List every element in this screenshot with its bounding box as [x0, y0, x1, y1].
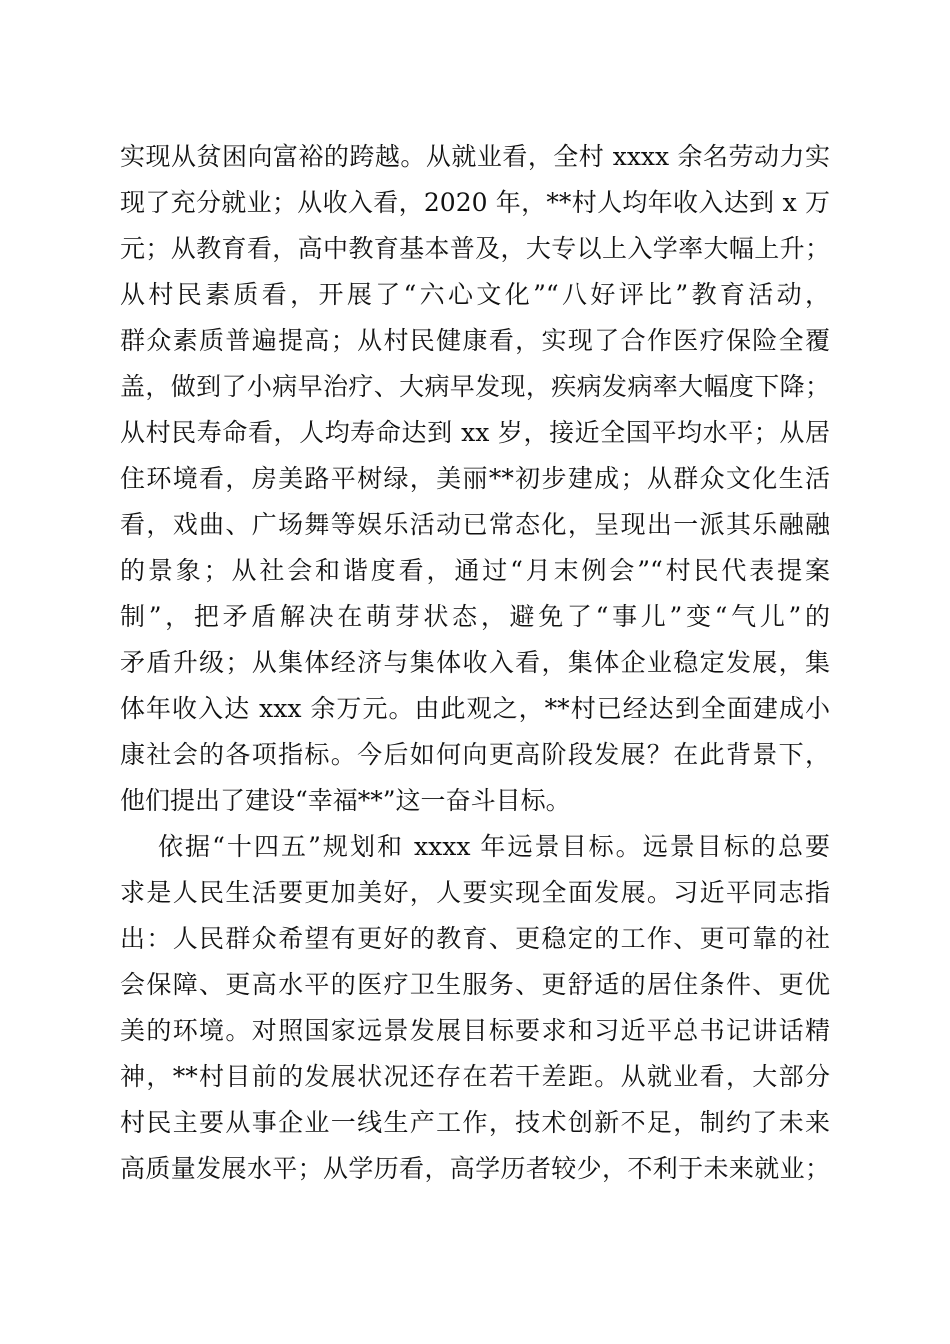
text-line-3: 元；从教育看，高中教育基本普及，大专以上入学率大幅上升；: [120, 234, 830, 263]
text-line-21: 神，**村目前的发展状况还存在若干差距。从就业看，大部分: [120, 1062, 830, 1091]
text-line-9: 看，戏曲、广场舞等娱乐活动已常态化，呈现出一派其乐融融: [120, 510, 830, 539]
text-line-1: 实现从贫困向富裕的跨越。从就业看，全村 xxxx 余名劳动力实: [120, 142, 830, 171]
text-line-4: 从村民素质看，开展了“六心文化”“八好评比”教育活动，: [120, 280, 830, 309]
text-line-17: 求是人民生活要更加美好，人要实现全面发展。习近平同志指: [120, 878, 830, 907]
text-line-23: 高质量发展水平；从学历看，高学历者较少，不利于未来就业；: [120, 1154, 830, 1183]
text-line-16: 依据“十四五”规划和 xxxx 年远景目标。远景目标的总要: [158, 832, 830, 861]
text-line-5: 群众素质普遍提高；从村民健康看，实现了合作医疗保险全覆: [120, 326, 830, 355]
text-line-20: 美的环境。对照国家远景发展目标要求和习近平总书记讲话精: [120, 1016, 830, 1045]
text-line-10: 的景象；从社会和谐度看，通过“月末例会”“村民代表提案: [120, 556, 830, 585]
text-line-7: 从村民寿命看，人均寿命达到 xx 岁，接近全国平均水平；从居: [120, 418, 830, 447]
text-line-12: 矛盾升级；从集体经济与集体收入看，集体企业稳定发展，集: [120, 648, 830, 677]
text-line-13: 体年收入达 xxx 余万元。由此观之，**村已经达到全面建成小: [120, 694, 830, 723]
text-line-8: 住环境看，房美路平树绿，美丽**初步建成；从群众文化生活: [120, 464, 830, 493]
text-line-19: 会保障、更高水平的医疗卫生服务、更舒适的居住条件、更优: [120, 970, 830, 999]
text-line-6: 盖，做到了小病早治疗、大病早发现，疾病发病率大幅度下降；: [120, 372, 830, 401]
text-line-15: 他们提出了建设“幸福**”这一奋斗目标。: [120, 786, 571, 815]
text-line-11: 制”，把矛盾解决在萌芽状态，避免了“事儿”变“气儿”的: [120, 602, 830, 631]
text-line-2: 现了充分就业；从收入看，2020 年，**村人均年收入达到 x 万: [120, 188, 830, 217]
text-line-22: 村民主要从事企业一线生产工作，技术创新不足，制约了未来: [120, 1108, 830, 1137]
text-line-18: 出：人民群众希望有更好的教育、更稳定的工作、更可靠的社: [120, 924, 830, 953]
text-line-14: 康社会的各项指标。今后如何向更高阶段发展？在此背景下，: [120, 740, 830, 769]
